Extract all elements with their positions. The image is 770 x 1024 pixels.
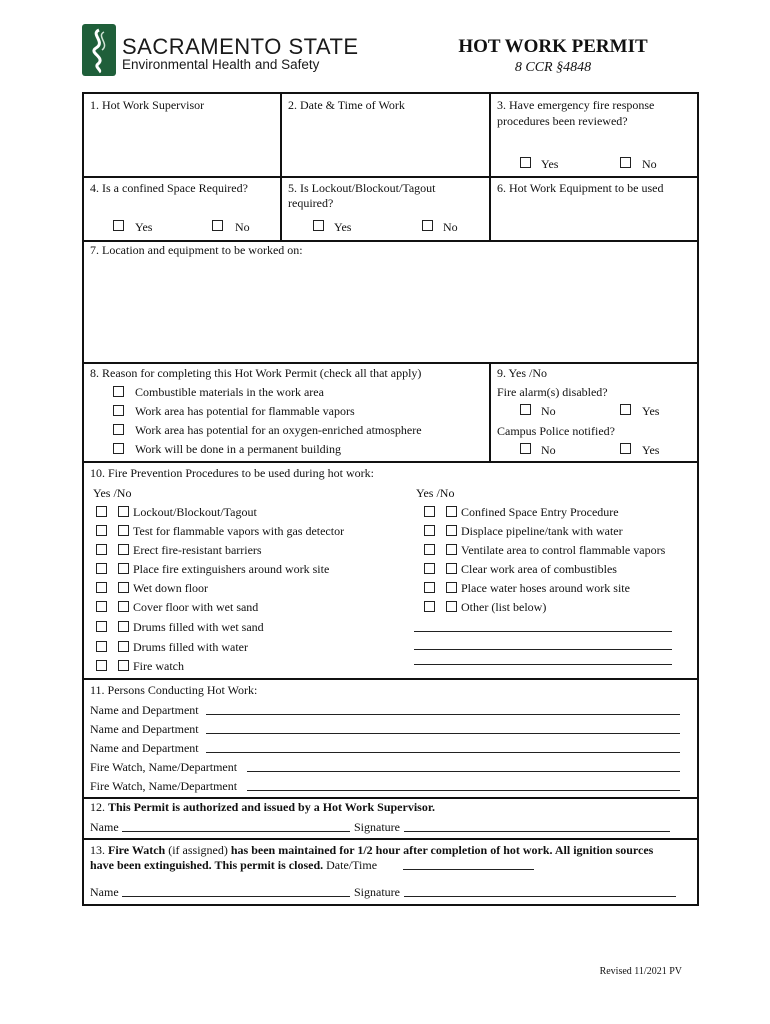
q10-left-no-checkbox[interactable] bbox=[118, 601, 129, 612]
q5-yes-label: Yes bbox=[334, 220, 352, 234]
q12-signature-line[interactable] bbox=[404, 831, 670, 832]
logo bbox=[82, 24, 116, 76]
divider bbox=[82, 461, 699, 463]
divider bbox=[82, 678, 699, 680]
q10-left-yes-checkbox[interactable] bbox=[96, 525, 107, 536]
q13-label bbox=[90, 843, 653, 857]
q9-police-yes-label: Yes bbox=[642, 443, 660, 457]
q10-left-yes-checkbox[interactable] bbox=[96, 621, 107, 632]
q10-right-yes-checkbox[interactable] bbox=[424, 544, 435, 555]
q5-label-2: required? bbox=[288, 196, 334, 210]
divider bbox=[489, 92, 491, 240]
q8-checkbox[interactable] bbox=[113, 386, 124, 397]
q3-no-checkbox[interactable] bbox=[620, 157, 631, 168]
q12-signature-label: Signature bbox=[354, 820, 400, 834]
q10-right-item: Displace pipeline/tank with water bbox=[461, 524, 623, 538]
q9-fire-alarm-no-checkbox[interactable] bbox=[520, 404, 531, 415]
divider bbox=[82, 176, 699, 178]
divider bbox=[82, 797, 699, 799]
q10-right-no-checkbox[interactable] bbox=[446, 601, 457, 612]
q8-item: Work will be done in a permanent building bbox=[135, 442, 341, 456]
q9-fire-alarm-no-label: No bbox=[541, 404, 556, 418]
q4-no-checkbox[interactable] bbox=[212, 220, 223, 231]
q13-line1: has been maintained for 1/2 hour after completion of hot work. All ignition sources bbox=[230, 843, 654, 857]
q9-fire-alarm-yes-label: Yes bbox=[642, 404, 660, 418]
q9-fire-alarm-yes-checkbox[interactable] bbox=[620, 404, 631, 415]
q10-left-no-checkbox[interactable] bbox=[118, 563, 129, 574]
q12-label-bold: This Permit is authorized and issued by a Hot Work Supervisor. bbox=[108, 800, 436, 814]
other-line[interactable] bbox=[414, 649, 672, 650]
q10-right-item: Confined Space Entry Procedure bbox=[461, 505, 619, 519]
q12-name-line[interactable] bbox=[122, 831, 350, 832]
q9-fire-alarm-label: Fire alarm(s) disabled? bbox=[497, 385, 608, 399]
q10-left-no-checkbox[interactable] bbox=[118, 621, 129, 632]
q10-left-item: Lockout/Blockout/Tagout bbox=[133, 505, 257, 519]
q10-right-yes-no-header: Yes /No bbox=[416, 486, 455, 500]
q11-row-label: Name and Department bbox=[90, 722, 199, 736]
q10-right-no-checkbox[interactable] bbox=[446, 525, 457, 536]
q10-right-item: Clear work area of combustibles bbox=[461, 562, 617, 576]
q9-label: 9. Yes /No bbox=[497, 366, 548, 380]
q10-right-item: Place water hoses around work site bbox=[461, 581, 630, 595]
q4-label: 4. Is a confined Space Required? bbox=[90, 181, 248, 195]
q11-row-line[interactable] bbox=[206, 714, 680, 715]
q11-row-line[interactable] bbox=[247, 771, 680, 772]
q11-row-label: Fire Watch, Name/Department bbox=[90, 760, 238, 774]
q10-left-item: Drums filled with water bbox=[133, 640, 248, 654]
q5-no-checkbox[interactable] bbox=[422, 220, 433, 231]
q10-right-yes-checkbox[interactable] bbox=[424, 506, 435, 517]
q9-police-no-label: No bbox=[541, 443, 556, 457]
q1-label: 1. Hot Work Supervisor bbox=[90, 98, 205, 112]
q10-left-item: Cover floor with wet sand bbox=[133, 600, 259, 614]
q11-row-label: Name and Department bbox=[90, 703, 199, 717]
q13-name-line[interactable] bbox=[122, 896, 350, 897]
q10-left-yes-checkbox[interactable] bbox=[96, 563, 107, 574]
q10-left-yes-checkbox[interactable] bbox=[96, 544, 107, 555]
q12-name-label: Name bbox=[90, 820, 119, 834]
q10-left-yes-checkbox[interactable] bbox=[96, 641, 107, 652]
q5-no-label: No bbox=[443, 220, 458, 234]
q10-left-yes-checkbox[interactable] bbox=[96, 506, 107, 517]
q8-checkbox[interactable] bbox=[113, 424, 124, 435]
q10-left-no-checkbox[interactable] bbox=[118, 525, 129, 536]
q13-name-label: Name bbox=[90, 885, 119, 899]
q6-label: 6. Hot Work Equipment to be used bbox=[497, 181, 664, 195]
q11-row-line[interactable] bbox=[247, 790, 680, 791]
page-subtitle: 8 CCR §4848 bbox=[514, 60, 592, 75]
hornet-logo-icon bbox=[82, 24, 116, 76]
q10-label: 10. Fire Prevention Procedures to be used during hot work: bbox=[90, 466, 374, 480]
q4-yes-label: Yes bbox=[135, 220, 153, 234]
q7-label: 7. Location and equipment to be worked on: bbox=[90, 243, 303, 257]
q11-row-label: Name and Department bbox=[90, 741, 199, 755]
q10-right-no-checkbox[interactable] bbox=[446, 544, 457, 555]
q8-item: Work area has potential for an oxygen-enriched atmosphere bbox=[135, 423, 422, 437]
q10-left-yes-checkbox[interactable] bbox=[96, 582, 107, 593]
q9-police-yes-checkbox[interactable] bbox=[620, 443, 631, 454]
q13-label-2 bbox=[90, 858, 377, 872]
revision-note: Revised 11/2021 PV bbox=[599, 966, 682, 977]
q10-left-yes-checkbox[interactable] bbox=[96, 601, 107, 612]
q4-no-label: No bbox=[235, 220, 250, 234]
q10-right-yes-checkbox[interactable] bbox=[424, 582, 435, 593]
q13-fire-watch: Fire Watch bbox=[108, 843, 166, 857]
q13-line2: have been extinguished. This permit is closed. bbox=[90, 858, 324, 872]
q13-signature-label: Signature bbox=[354, 885, 400, 899]
q10-left-item: Erect fire-resistant barriers bbox=[133, 543, 262, 557]
q10-right-item: Ventilate area to control flammable vapors bbox=[461, 543, 666, 557]
q10-left-item: Place fire extinguishers around work site bbox=[133, 562, 330, 576]
q10-left-item: Test for flammable vapors with gas detector bbox=[133, 524, 345, 538]
q8-checkbox[interactable] bbox=[113, 443, 124, 454]
q12-label bbox=[90, 800, 435, 814]
q4-yes-checkbox[interactable] bbox=[113, 220, 124, 231]
divider bbox=[82, 362, 699, 364]
page-title: HOT WORK PERMIT bbox=[458, 36, 648, 57]
q10-left-yes-checkbox[interactable] bbox=[96, 660, 107, 671]
org-department: Environmental Health and Safety bbox=[122, 57, 320, 72]
q5-yes-checkbox[interactable] bbox=[313, 220, 324, 231]
q10-right-no-checkbox[interactable] bbox=[446, 582, 457, 593]
q8-item: Work area has potential for flammable vapors bbox=[135, 404, 355, 418]
q10-left-no-checkbox[interactable] bbox=[118, 544, 129, 555]
q10-left-yes-no-header: Yes /No bbox=[93, 486, 132, 500]
q13-datetime-label: Date/Time bbox=[323, 858, 378, 872]
q10-left-item: Fire watch bbox=[133, 659, 184, 673]
q9-police-no-checkbox[interactable] bbox=[520, 443, 531, 454]
q8-item: Combustible materials in the work area bbox=[135, 385, 324, 399]
q5-label: 5. Is Lockout/Blockout/Tagout bbox=[288, 181, 436, 195]
q10-right-no-checkbox[interactable] bbox=[446, 506, 457, 517]
q10-left-no-checkbox[interactable] bbox=[118, 641, 129, 652]
q10-left-no-checkbox[interactable] bbox=[118, 506, 129, 517]
q10-right-no-checkbox[interactable] bbox=[446, 563, 457, 574]
q11-row-label: Fire Watch, Name/Department bbox=[90, 779, 238, 793]
q10-left-item: Wet down floor bbox=[133, 581, 209, 595]
q8-label: 8. Reason for completing this Hot Work Permit (check all that apply) bbox=[90, 366, 422, 380]
q10-right-yes-checkbox[interactable] bbox=[424, 525, 435, 536]
q10-right-yes-checkbox[interactable] bbox=[424, 563, 435, 574]
q3-yes-checkbox[interactable] bbox=[520, 157, 531, 168]
q2-label: 2. Date & Time of Work bbox=[288, 98, 405, 112]
org-name: SACRAMENTO STATE bbox=[122, 34, 359, 59]
q3-label: 3. Have emergency fire response bbox=[497, 98, 655, 112]
q12-prefix: 12. bbox=[90, 800, 108, 814]
q3-yes-label: Yes bbox=[541, 157, 559, 171]
q11-label: 11. Persons Conducting Hot Work: bbox=[90, 683, 258, 697]
divider bbox=[82, 838, 699, 840]
q10-left-no-checkbox[interactable] bbox=[118, 660, 129, 671]
q13-datetime-line[interactable] bbox=[403, 869, 534, 870]
q3-no-label: No bbox=[642, 157, 657, 171]
q11-row-line[interactable] bbox=[206, 733, 680, 734]
q11-row-line[interactable] bbox=[206, 752, 680, 753]
q10-right-yes-checkbox[interactable] bbox=[424, 601, 435, 612]
q8-checkbox[interactable] bbox=[113, 405, 124, 416]
q13-prefix: 13. bbox=[90, 843, 108, 857]
q3-label-2: procedures been reviewed? bbox=[497, 114, 628, 128]
q9-police-label: Campus Police notified? bbox=[497, 424, 615, 438]
other-line[interactable] bbox=[414, 664, 672, 665]
divider bbox=[489, 362, 491, 461]
q10-left-item: Drums filled with wet sand bbox=[133, 620, 264, 634]
divider bbox=[82, 240, 699, 242]
q10-right-item: Other (list below) bbox=[461, 600, 547, 614]
q13-if-assigned: (if assigned) bbox=[165, 843, 231, 857]
divider bbox=[280, 92, 282, 240]
q13-signature-line[interactable] bbox=[404, 896, 676, 897]
other-line[interactable] bbox=[414, 631, 672, 632]
q10-left-no-checkbox[interactable] bbox=[118, 582, 129, 593]
